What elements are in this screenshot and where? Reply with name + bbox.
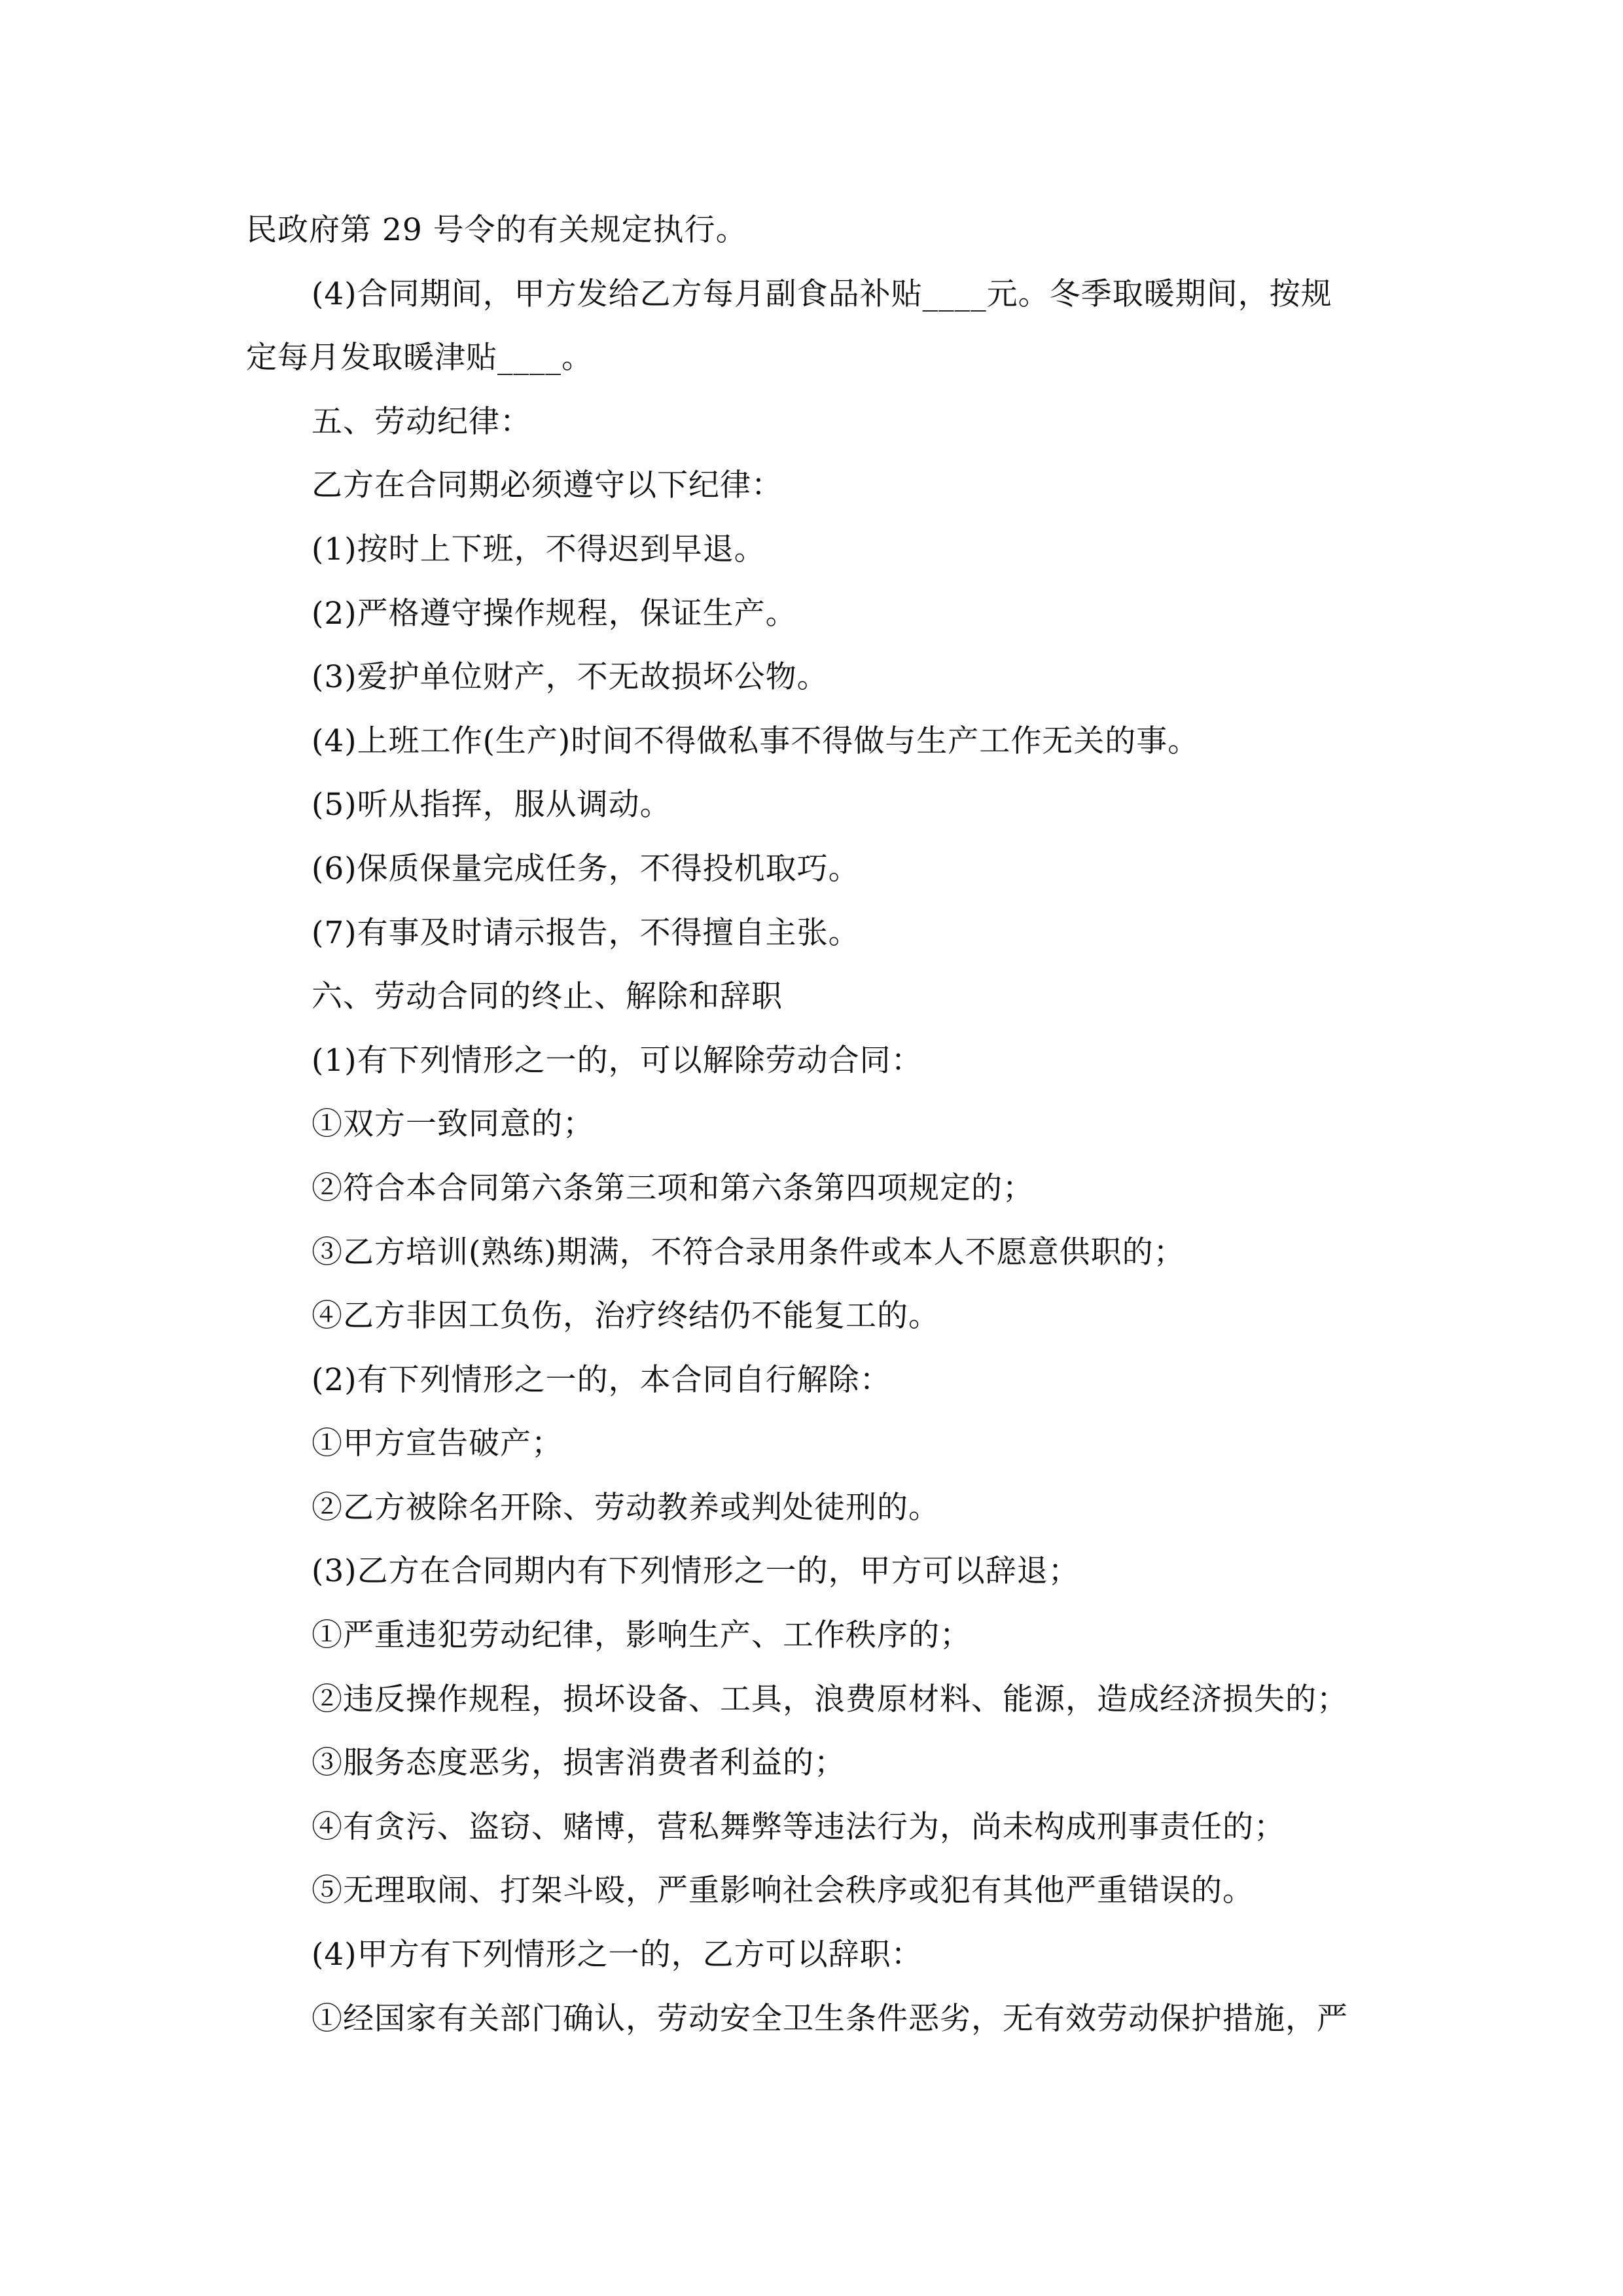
section-heading: 六、劳动合同的终止、解除和辞职 <box>312 978 783 1015</box>
list-item: (4)甲方有下列情形之一的，乙方可以辞职： <box>312 1937 923 1973</box>
list-item: ③乙方培训(熟练)期满，不符合录用条件或本人不愿意供职的； <box>312 1234 1185 1270</box>
text-line: 定每月发取暖津贴____。 <box>246 340 593 376</box>
list-item: ③服务态度恶劣，损害消费者利益的； <box>312 1745 846 1782</box>
list-item: (2)严格遵守操作规程，保证生产。 <box>312 595 797 632</box>
list-item: (6)保质保量完成任务，不得投机取巧。 <box>312 850 860 887</box>
list-item: ②违反操作规程，损坏设备、工具，浪费原材料、能源，造成经济损失的； <box>312 1681 1348 1717</box>
list-item: ④有贪污、盗窃、赌博，营私舞弊等违法行为，尚未构成刑事责任的； <box>312 1808 1285 1845</box>
text-line: (4)合同期间，甲方发给乙方每月副食品补贴____元。冬季取暖期间，按规 <box>312 276 1332 312</box>
list-item: (3)乙方在合同期内有下列情形之一的，甲方可以辞退； <box>312 1553 1080 1590</box>
list-item: (1)有下列情形之一的，可以解除劳动合同： <box>312 1042 923 1079</box>
list-item: ④乙方非因工负伤，治疗终结仍不能复工的。 <box>312 1298 940 1335</box>
list-item: (5)听从指挥，服从调动。 <box>312 787 671 823</box>
list-item: ①甲方宣告破产； <box>312 1426 563 1462</box>
text-line: 民政府第 29 号令的有关规定执行。 <box>246 212 747 248</box>
list-item: ②乙方被除名开除、劳动教养或判处徒刑的。 <box>312 1489 940 1526</box>
list-item: (7)有事及时请示报告，不得擅自主张。 <box>312 914 860 951</box>
list-item: ①双方一致同意的； <box>312 1106 594 1143</box>
list-item: (1)按时上下班，不得迟到早退。 <box>312 531 766 567</box>
list-item: ⑤无理取闹、打架斗殴，严重影响社会秩序或犯有其他严重错误的。 <box>312 1873 1254 1909</box>
list-item: (3)爱护单位财产，不无故损坏公物。 <box>312 659 829 696</box>
list-item: ①经国家有关部门确认，劳动安全卫生条件恶劣，无有效劳动保护措施，严 <box>312 2000 1348 2037</box>
document-body <box>246 198 1385 2051</box>
list-item: ②符合本合同第六条第三项和第六条第四项规定的； <box>312 1170 1034 1206</box>
list-item: (4)上班工作(生产)时间不得做私事不得做与生产工作无关的事。 <box>312 723 1200 759</box>
list-item: ①严重违犯劳动纪律，影响生产、工作秩序的； <box>312 1617 971 1654</box>
text-line: 乙方在合同期必须遵守以下纪律： <box>312 467 783 504</box>
section-heading: 五、劳动纪律： <box>312 403 531 440</box>
list-item: (2)有下列情形之一的，本合同自行解除： <box>312 1361 891 1398</box>
